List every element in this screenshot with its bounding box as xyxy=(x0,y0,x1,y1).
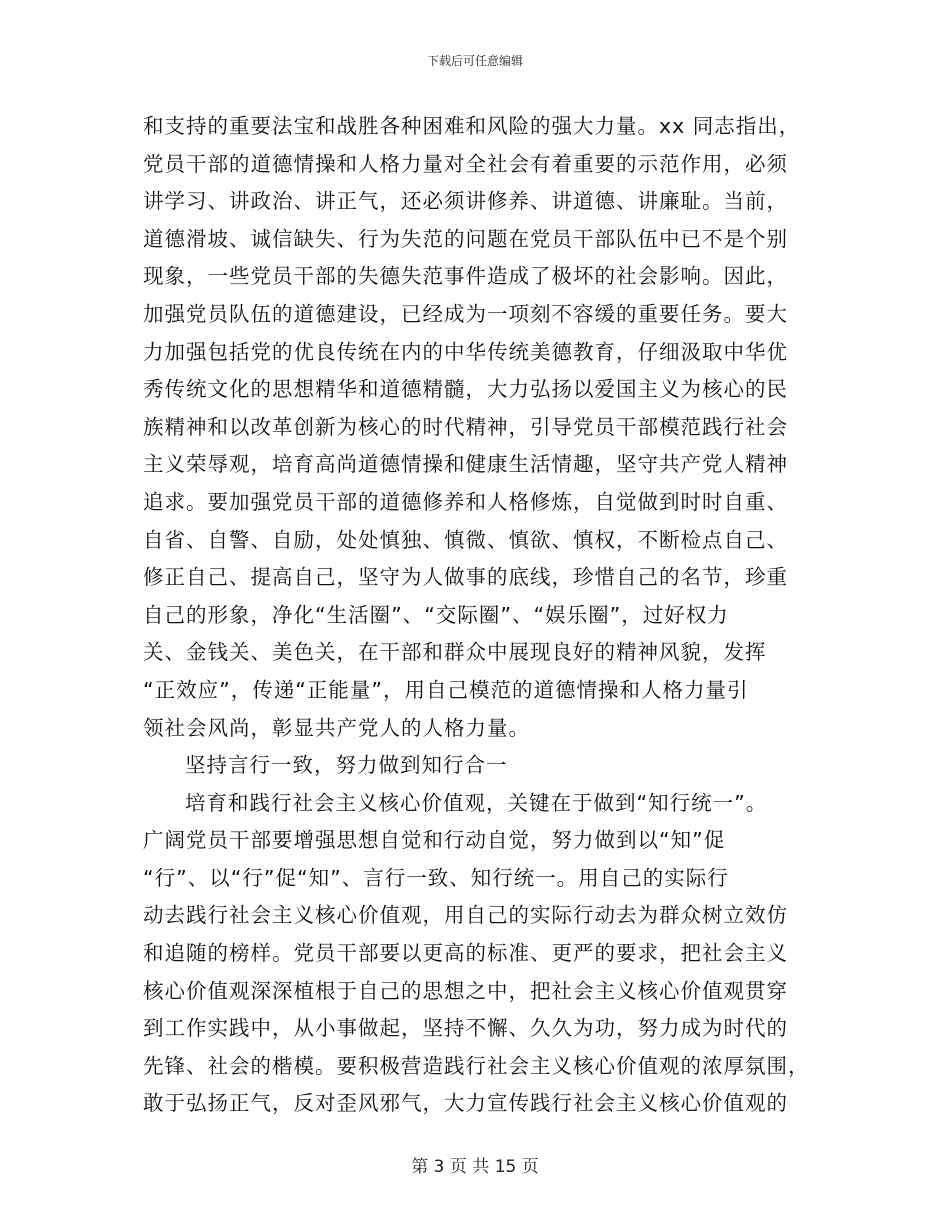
text-line: 敢于弘扬正气，反对歪风邪气，大力宣传践行社会主义核心价值观的 xyxy=(143,1091,788,1116)
text-line: 修正自己、提高自己，坚守为人做事的底线，珍惜自己的名节，珍重 xyxy=(143,565,788,590)
text-line: 到工作实践中，从小事做起，坚持不懈、久久为功，努力成为时代的 xyxy=(143,1016,788,1041)
text-line: 和追随的榜样。党员干部要以更高的标准、更严的要求，把社会主义 xyxy=(143,941,788,966)
text-line: 力加强包括党的优良传统在内的中华传统美德教育，仔细汲取中华优 xyxy=(143,339,788,364)
text-line: 核心价值观深深植根于自己的思想之中，把社会主义核心价值观贯穿 xyxy=(143,978,788,1003)
text-line: 自己的形象，净化“生活圈”、“交际圈”、“娱乐圈”，过好权力 xyxy=(143,602,729,627)
text-line: 道德滑坡、诚信缺失、行为失范的问题在党员干部队伍中已不是个别 xyxy=(143,226,788,251)
text-line: 现象，一些党员干部的失德失范事件造成了极坏的社会影响。因此， xyxy=(143,264,788,289)
text-line: “行”、以“行”促“知”、言行一致、知行统一。用自己的实际行 xyxy=(143,865,729,890)
text-line: 族精神和以改革创新为核心的时代精神，引导党员干部模范践行社会 xyxy=(143,414,788,439)
text-line: 主义荣辱观，培育高尚道德情操和健康生活情趣，坚守共产党人精神 xyxy=(143,452,788,477)
text-line: 和支持的重要法宝和战胜各种困难和风险的强大力量。xx 同志指出， xyxy=(143,114,801,138)
page-number: 第 3 页 共 15 页 xyxy=(411,1157,539,1177)
text-line: “正效应”，传递“正能量”，用自己模范的道德情操和人格力量引 xyxy=(143,677,749,702)
text-line: 广阔党员干部要增强思想自觉和行动自觉，努力做到以“知”促 xyxy=(143,828,726,853)
text-line: 党员干部的道德情操和人格力量对全社会有着重要的示范作用，必须 xyxy=(143,151,788,176)
text-line: 加强党员队伍的道德建设，已经成为一项刻不容缓的重要任务。要大 xyxy=(143,301,788,326)
text-line: 秀传统文化的思想精华和道德精髓，大力弘扬以爱国主义为核心的民 xyxy=(143,377,788,402)
text-line: 培育和践行社会主义核心价值观，关键在于做到“知行统一”。 xyxy=(185,790,768,815)
text-line: 关、金钱关、美色关，在干部和群众中展现良好的精神风貌，发挥 xyxy=(143,640,767,665)
text-line: 动去践行社会主义核心价值观，用自己的实际行动去为群众树立效仿 xyxy=(143,903,788,928)
document-body xyxy=(143,108,813,1123)
text-line: 先锋、社会的楷模。要积极营造践行社会主义核心价值观的浓厚氛围， xyxy=(143,1053,810,1078)
text-line: 追求。要加强党员干部的道德修养和人格修炼，自觉做到时时自重、 xyxy=(143,489,788,514)
text-line: 讲学习、讲政治、讲正气，还必须讲修养、讲道德、讲廉耻。当前， xyxy=(143,189,788,214)
text-line: 领社会风尚，彰显共产党人的人格力量。 xyxy=(143,715,530,740)
section-heading: 坚持言行一致，努力做到知行合一 xyxy=(185,753,508,778)
text-line: 自省、自警、自励，处处慎独、慎微、慎欲、慎权，不断检点自己、 xyxy=(143,527,788,552)
header-note: 下载后可任意编辑 xyxy=(426,54,523,68)
